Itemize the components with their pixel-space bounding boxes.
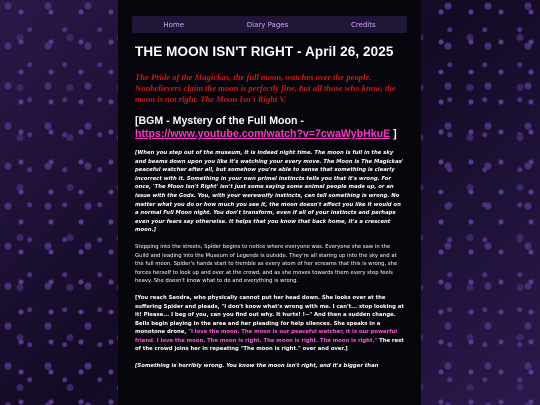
- paragraph-1: [When you step out of the museum, it is indeed night time. The moon is full in the sky and beams down upon you like it's watching your every move. The Moon is The Magickas' peaceful watcher after all, but somehow you're able to sense that something is clearly incorrect with it. Something in your own primal instincts tells you that it's wrong. For once, 'The Moon Isn't Right' isn't just some saying some animal people made up, or an issue with the Gods. You, with your werewolfy instincts, can tell something is wrong. No matter what you do or how much you see it, the moon doesn't affect you like it would on a normal Full Moon night. You don't transform, even if all of your instincts and perhaps even your fears say otherwise. It helps that you know that back home, it's a crescent moon.]: [135, 150, 404, 234]
- bgm-line: [135, 115, 404, 141]
- bgm-suffix: ]: [390, 128, 397, 140]
- content-panel: [118, 0, 421, 405]
- paragraph-4: [Something is horribly wrong. You know the moon isn't right, and it's bigger than: [135, 363, 379, 370]
- paragraph-3-chant: "I love the moon. The moon is our peaceful watcher, it is our powerful friend. I love the moon. The moon is right. The moon is right. The moon is right.": [135, 329, 398, 344]
- nav-credits-link[interactable]: Credits: [350, 20, 376, 29]
- page-title: THE MOON ISN'T RIGHT - April 26, 2025: [135, 44, 394, 59]
- bgm-label: [BGM - Mystery of the Full Moon -: [135, 115, 304, 127]
- paragraph-3-text-b: The rest of the crowd joins her in repeating "The moon is right." over and over.]: [135, 337, 404, 353]
- intro-text: The Pride of the Magickas, the full moon, watches over the people. Nonbelievers claim the moon is perfectly fine, but all those who know, the moon is not right. The Moon Isn't Right V.: [135, 72, 396, 104]
- diary-entry: [118, 44, 421, 371]
- nav-diary-pages-link[interactable]: Diary Pages: [246, 20, 289, 29]
- paragraph-3: [135, 294, 404, 354]
- top-nav: [132, 16, 407, 33]
- nav-home-link[interactable]: Home: [163, 20, 185, 29]
- paragraph-3-text-a: [You reach Sandra, who physically cannot put her head down. She looks over at the suffering Spider and pleads, "I don't know what's wrong with me. I can't... stop looking at it! Please... I beg of you, can you find out why. It hurts! !--" And then a sudden change. Bells begin playing in the area and her pleading for help silences. She speaks in a monotone drone,: [135, 294, 404, 336]
- bgm-link[interactable]: https://www.youtube.com/watch?v=7cwaWybHkuE: [135, 128, 391, 140]
- paragraph-2: Stepping into the streets, Spider begins to notice where everyone was. Everyone she saw in the Guild and leading into the Museum of Legends is outside. They're all staring up into the sky and at the full moon. Spider's hands start to tremble as every atom of her screams that this is wrong, she forces herself to look up and over at the crowd, and as she moves towards them every step feels heavy. She doesn't know what to do and everything is wrong.: [135, 243, 398, 285]
